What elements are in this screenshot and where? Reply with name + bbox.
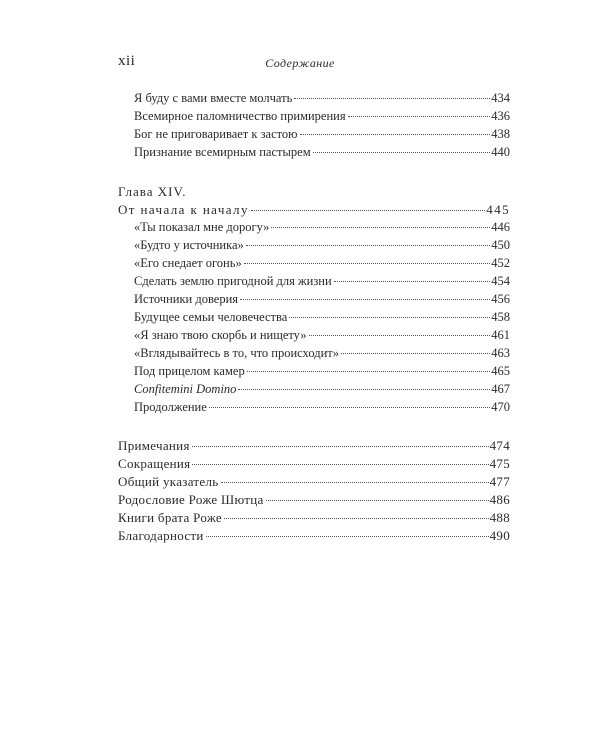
toc-entry (134, 346, 510, 364)
toc-entry-title: «Его снедает огонь» (134, 256, 242, 270)
chapter-title-entry (118, 202, 510, 220)
toc-entry (134, 256, 510, 274)
toc-entry (134, 109, 510, 127)
toc-entry-page: 454 (491, 274, 510, 288)
toc-leader-dots (238, 389, 490, 390)
toc-leader-dots (309, 335, 491, 336)
toc-leader-dots (192, 446, 489, 447)
toc-entry (118, 456, 510, 474)
toc-entry (134, 328, 510, 346)
page-folio: xii (118, 53, 136, 69)
toc-entry (118, 510, 510, 528)
toc-entry-page: 458 (491, 310, 510, 324)
toc-entry-title: Источники доверия (134, 292, 239, 306)
toc-entry-title: «Вглядывайтесь в то, что происходит» (134, 346, 339, 360)
chapter-label: Глава XIV. (118, 184, 187, 199)
toc-entry-title: Признание всемирным пастырем (134, 145, 311, 159)
toc-entry-page: 440 (491, 145, 510, 159)
toc-entry-page: 463 (491, 346, 510, 360)
toc-entry-page: 486 (489, 492, 510, 507)
toc-leader-dots (246, 245, 490, 246)
toc-entry (134, 145, 510, 163)
toc-entry-page: 438 (491, 127, 510, 141)
toc-entry-title: Confitemini Domino (134, 382, 237, 396)
toc-entry (134, 127, 510, 145)
toc-entry (118, 492, 510, 510)
toc-entry-title: Сокращения (118, 456, 191, 471)
toc-leader-dots (244, 263, 491, 264)
toc-entry (134, 274, 510, 292)
toc-entry-title: «Я знаю твою скорбь и нищету» (134, 328, 307, 342)
toc-leader-dots (192, 464, 488, 465)
toc-leader-dots (206, 536, 489, 537)
toc-entry-title: Я буду с вами вместе молчать (134, 91, 293, 105)
toc-entry-page: 450 (491, 238, 510, 252)
toc-leader-dots (209, 407, 490, 408)
toc-leader-dots (224, 518, 489, 519)
toc-entry-page: 445 (486, 202, 510, 217)
toc-entry-page: 488 (489, 510, 510, 525)
toc-entry-title: Всемирное паломничество примирения (134, 109, 346, 123)
toc-entry-title: Общий указатель (118, 474, 219, 489)
toc-leader-dots (334, 281, 491, 282)
toc-entry-page: 461 (491, 328, 510, 342)
toc-leader-dots (240, 299, 490, 300)
toc-entry-title: «Будто у источника» (134, 238, 244, 252)
toc-entry-page: 465 (491, 364, 510, 378)
toc-leader-dots (251, 210, 485, 211)
toc-entry (134, 364, 510, 382)
toc-leader-dots (266, 500, 489, 501)
toc-entry (134, 292, 510, 310)
toc-entry (134, 238, 510, 256)
toc-entry-page: 467 (491, 382, 510, 396)
toc-entry-page: 446 (491, 220, 510, 234)
toc-entry-title: Под прицелом камер (134, 364, 245, 378)
toc-entry-title: Книги брата Роже (118, 510, 222, 525)
toc-leader-dots (341, 353, 490, 354)
toc-entry-page: 474 (489, 438, 510, 453)
toc-entry-title: Будущее семьи человечества (134, 310, 288, 324)
toc-leader-dots (313, 152, 491, 153)
toc-entry (118, 438, 510, 456)
toc-entry-page: 475 (489, 456, 510, 471)
toc-leader-dots (247, 371, 491, 372)
toc-entry-title: Продолжение (134, 400, 207, 414)
toc-entry (134, 400, 510, 418)
toc-entry-page: 452 (491, 256, 510, 270)
toc-entry-title: Примечания (118, 438, 190, 453)
toc-entry-page: 434 (491, 91, 510, 105)
toc-entry-title: Родословие Роже Шютца (118, 492, 264, 507)
toc-leader-dots (294, 98, 490, 99)
toc-leader-dots (289, 317, 490, 318)
toc-entry-page: 490 (489, 528, 510, 543)
toc-leader-dots (300, 134, 491, 135)
toc-entry (118, 474, 510, 492)
chapter-title: От начала к началу (118, 202, 249, 217)
toc-entry-title: «Ты показал мне дорогу» (134, 220, 270, 234)
toc-entry-title: Сделать землю пригодной для жизни (134, 274, 332, 288)
toc-entry-page: 436 (491, 109, 510, 123)
toc-entry-title: Благодарности (118, 528, 204, 543)
toc-entry (134, 382, 510, 400)
toc-entry (134, 220, 510, 238)
toc-leader-dots (271, 227, 490, 228)
toc-entry-page: 477 (489, 474, 510, 489)
toc-entry-title: Бог не приговаривает к застою (134, 127, 298, 141)
toc-leader-dots (348, 116, 491, 117)
toc-entry (134, 310, 510, 328)
toc-leader-dots (221, 482, 489, 483)
toc-entry (134, 91, 510, 109)
toc-entry (118, 528, 510, 546)
toc-entry-page: 456 (491, 292, 510, 306)
toc-entry-page: 470 (491, 400, 510, 414)
running-head: Содержание (265, 56, 335, 70)
